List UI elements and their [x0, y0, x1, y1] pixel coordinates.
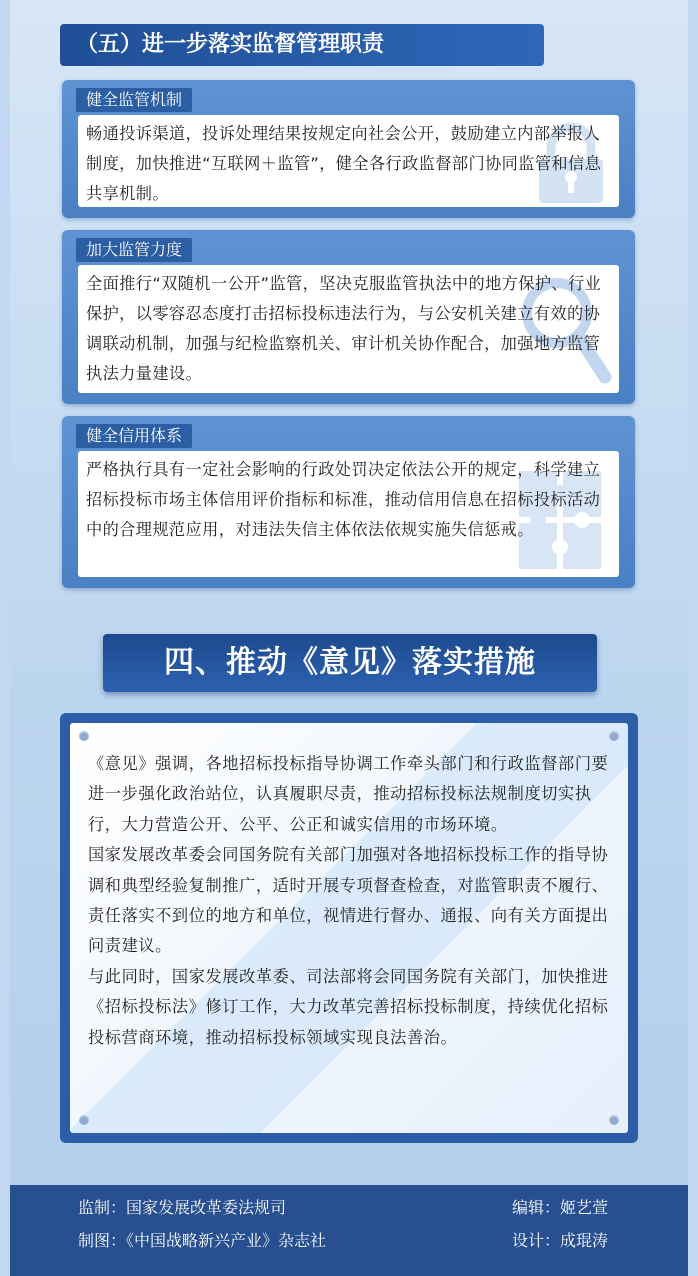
- card-tag: 健全信用体系: [76, 424, 192, 448]
- banner-title: 四、推动《意见》落实措施: [103, 634, 597, 692]
- editor-credit: 编辑：姬艺萱: [512, 1198, 609, 1217]
- design-credit: 设计：成琨涛: [512, 1231, 609, 1250]
- card-tag: 加大监管力度: [76, 238, 192, 262]
- illustration-credit: 制图：《中国战略新兴产业》杂志社: [78, 1231, 327, 1250]
- card-body: [78, 451, 619, 577]
- card-text: 畅通投诉渠道，投诉处理结果按规定向社会公开，鼓励建立内部举报人制度，加快推进“互联网＋监管”，健全各行政监督部门协同监管和信息共享机制。: [86, 124, 602, 203]
- paragraph: 与此同时，国家发展改革委、司法部将会同国务院有关部门，加快推进《招标投标法》修订工作，大力改革完善招标投标制度，持续优化招标投标营商环境，推动招标投标领域实现良法善治。: [88, 966, 609, 1047]
- measures-text: [88, 749, 610, 1053]
- pin-icon: [609, 1115, 619, 1125]
- paragraph: 国家发展改革委会同国务院有关部门加强对各地招标投标工作的指导协调和典型经验复制推广，适时开展专项督查检查，对监管职责不履行、责任落实不到位的地方和单位，视情进行督办、通报、向有关方面提出问责建议。: [88, 845, 609, 956]
- paragraph: 《意见》强调，各地招标投标指导协调工作牵头部门和行政监督部门要进一步强化政治站位，认真履职尽责，推动招标投标法规制度切实执行，大力营造公开、公平、公正和诚实信用的市场环境。: [88, 754, 609, 834]
- card-supervision-strength: [62, 230, 635, 404]
- card-supervision-mechanism: [62, 80, 635, 218]
- pin-icon: [609, 731, 619, 741]
- credits-footer: [10, 1185, 688, 1276]
- pin-icon: [79, 1115, 89, 1125]
- supervisor-credit: 监制：国家发展改革委法规司: [78, 1198, 287, 1217]
- pin-icon: [79, 731, 89, 741]
- card-tag: 健全监管机制: [76, 88, 192, 112]
- card-text: 全面推行“双随机一公开”监管，坚决克服监管执法中的地方保护、行业保护，以零容忍态度打击招标投标违法行为，与公安机关建立有效的协调联动机制，加强与纪检监察机关、审计机关协作配合，加强地方监管执法力量建设。: [86, 274, 602, 383]
- measures-board-paper: [70, 723, 628, 1133]
- section-title: （五）进一步落实监督管理职责: [60, 24, 544, 66]
- card-body: [78, 115, 619, 207]
- card-credit-system: [62, 416, 635, 588]
- card-text: 严格执行具有一定社会影响的行政处罚决定依法公开的规定，科学建立招标投标市场主体信用评价指标和标准，推动信用信息在招标投标活动中的合理规范应用，对违法失信主体依法依规实施失信惩戒。: [86, 460, 601, 539]
- measures-board: [60, 713, 638, 1143]
- card-body: [78, 265, 619, 393]
